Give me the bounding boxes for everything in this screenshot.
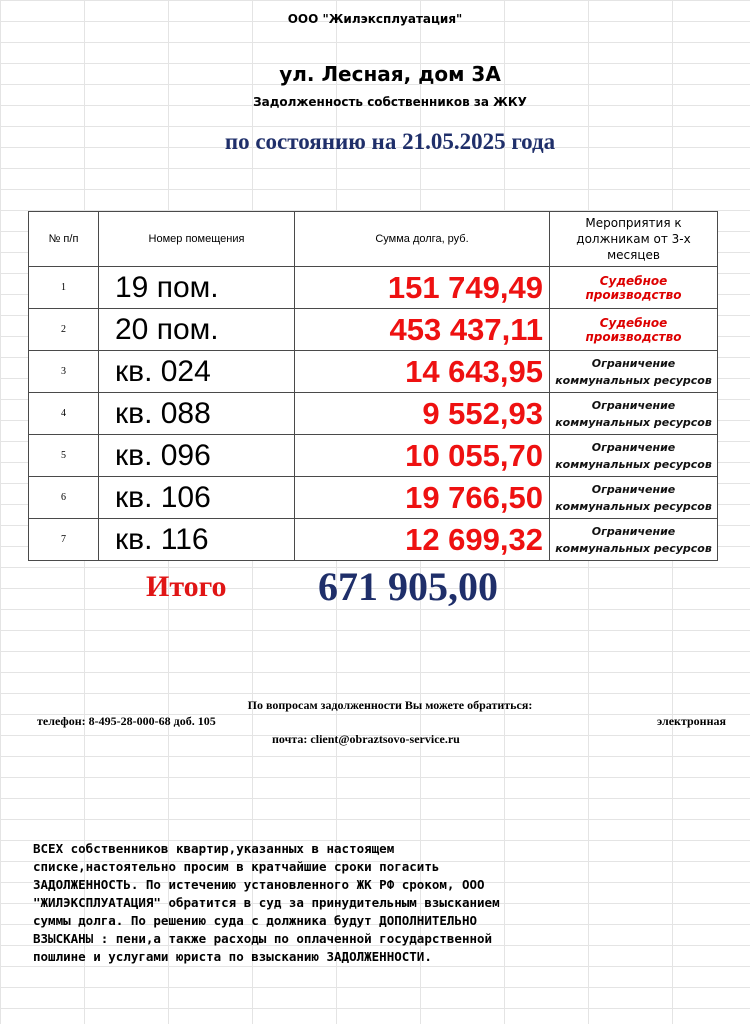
debt-amount: 10 055,70 (295, 435, 550, 477)
notice-text: ВСЕХ собственников квартир,указанных в настоящем списке,настоятельно просим в кратчайшие сроки погасить ЗАДОЛЖЕННОСТЬ. По истечению установленного ЖК РФ сроком, ООО "ЖИЛЭКСПЛУАТАЦИЯ" обратится в суд за принудительным взысканием суммы долга. По решению суда с должника будут ДОПОЛНИТЕЛЬНО ВЗЫСКАНЫ : пени,а также расходы по оплаченной государственной пошлине и услугами юриста по взысканию ЗАДОЛЖЕННОСТИ. (33, 841, 500, 964)
debtor-measure: Судебное производство (550, 267, 718, 309)
debt-table-body (29, 267, 718, 561)
room-number: кв. 024 (99, 351, 295, 393)
room-number: кв. 096 (99, 435, 295, 477)
table-row (29, 351, 718, 393)
room-number: 19 пом. (99, 267, 295, 309)
debt-amount: 12 699,32 (295, 519, 550, 561)
as-of-date: по состоянию на 21.05.2025 года (224, 129, 556, 154)
building-address: ул. Лесная, дом 3А (279, 62, 501, 86)
debt-amount: 19 766,50 (295, 477, 550, 519)
room-number: 20 пом. (99, 309, 295, 351)
total-label: Итого (146, 570, 227, 603)
total-value: 671 905,00 (318, 564, 498, 609)
debt-amount: 151 749,49 (295, 267, 550, 309)
row-number: 1 (29, 267, 99, 309)
row-number: 7 (29, 519, 99, 561)
debt-amount: 453 437,11 (295, 309, 550, 351)
table-row (29, 519, 718, 561)
column-header-measures: Мероприятия к должникам от 3-х месяцев (550, 212, 718, 267)
contact-phone: телефон: 8-495-28-000-68 доб. 105 (37, 714, 216, 728)
contact-email-prefix: электронная (657, 714, 726, 728)
room-number: кв. 106 (99, 477, 295, 519)
row-number: 6 (29, 477, 99, 519)
column-header-number: № п/п (29, 212, 99, 267)
debtor-measure: Ограничение коммунальных ресурсов (550, 351, 718, 393)
table-row (29, 435, 718, 477)
debt-amount: 14 643,95 (295, 351, 550, 393)
table-header-row (29, 212, 718, 267)
room-number: кв. 088 (99, 393, 295, 435)
row-number: 4 (29, 393, 99, 435)
room-number: кв. 116 (99, 519, 295, 561)
company-name: ООО "Жилэксплуатация" (287, 12, 463, 26)
row-number: 3 (29, 351, 99, 393)
debtor-measure: Ограничение коммунальных ресурсов (550, 477, 718, 519)
debtor-measure: Ограничение коммунальных ресурсов (550, 519, 718, 561)
debtor-measure: Ограничение коммунальных ресурсов (550, 435, 718, 477)
table-row (29, 309, 718, 351)
table-row (29, 267, 718, 309)
contact-email: почта: client@obraztsovo-service.ru (272, 732, 460, 746)
column-header-amount: Сумма долга, руб. (295, 212, 550, 267)
table-row (29, 477, 718, 519)
debt-table (28, 211, 718, 561)
debt-amount: 9 552,93 (295, 393, 550, 435)
column-header-room: Номер помещения (99, 212, 295, 267)
row-number: 2 (29, 309, 99, 351)
document-subtitle: Задолженность собственников за ЖКУ (253, 95, 527, 109)
row-number: 5 (29, 435, 99, 477)
debtor-measure: Судебное производство (550, 309, 718, 351)
table-row (29, 393, 718, 435)
debtor-measure: Ограничение коммунальных ресурсов (550, 393, 718, 435)
contacts-heading: По вопросам задолженности Вы можете обратиться: (247, 698, 533, 712)
